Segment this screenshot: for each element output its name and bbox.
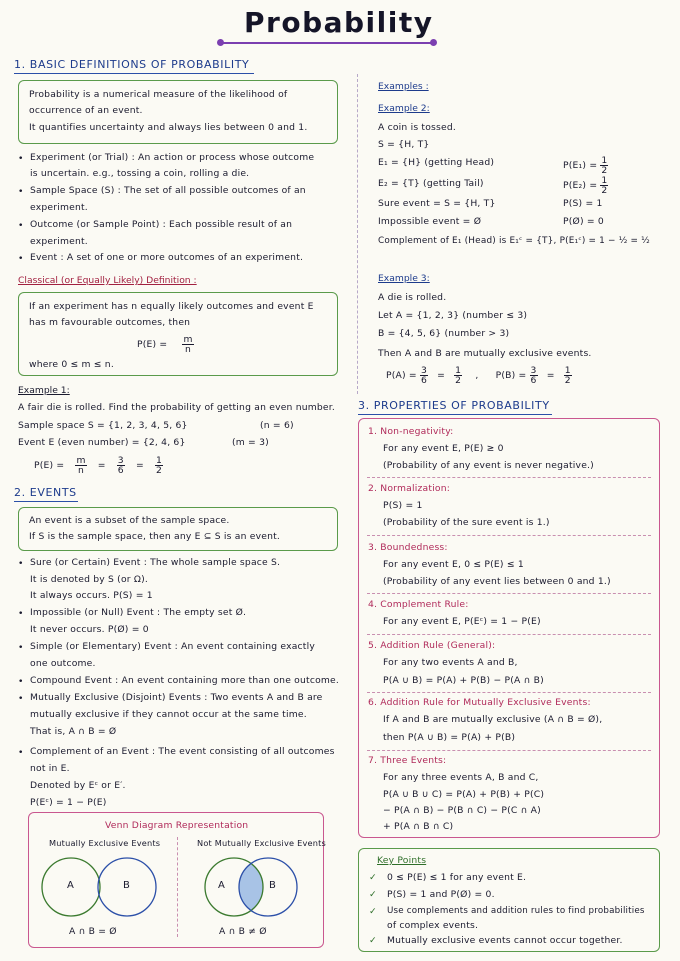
example3-probabilities (386, 366, 572, 385)
fraction-m-over-n (182, 335, 193, 354)
property-7-title: 7. Three Events: (368, 755, 447, 766)
key-point-2: P(S) = 1 and P(Ø) = 0. (387, 889, 495, 900)
definition-box (18, 80, 338, 144)
key-points-heading: Key Points (377, 855, 427, 866)
fraction-denominator: 6 (420, 375, 427, 387)
property-separator (367, 692, 651, 693)
bullet-dot: • (18, 220, 24, 231)
section2-underline (14, 501, 78, 502)
separator-comma: , (475, 370, 479, 382)
property-7-line-4: + P(A ∩ B ∩ C) (383, 821, 454, 832)
key-point-3-cont: of complex events. (387, 920, 479, 931)
fraction-1-over-2 (564, 366, 572, 385)
classical-line-2: has m favourable outcomes, then (29, 317, 191, 328)
example1-calc-lhs: P(E) = (34, 460, 65, 472)
property-separator (367, 477, 651, 478)
fraction-numerator: 1 (601, 175, 608, 186)
bullet-dot: • (18, 642, 24, 653)
event-def-line-1: An event is a subset of the sample space. (29, 515, 230, 526)
classical-formula-lhs: P(E) = (137, 339, 168, 351)
example2-e1: E₁ = {H} (getting Head) (378, 157, 495, 168)
bullet-dot: • (18, 186, 24, 197)
list-item-complement-cont: Denoted by Eᶜ or E′. (30, 780, 126, 791)
list-item-compound-event: Compound Event : An event containing more than one outcome. (30, 675, 340, 686)
fraction-denominator: 2 (155, 465, 163, 477)
example2-pe2 (563, 176, 608, 195)
property-7-line-3: − P(A ∩ B) − P(B ∩ C) − P(C ∩ A) (383, 805, 541, 816)
venn-left-label: Mutually Exclusive Events (49, 838, 161, 848)
list-item-sample-space-cont: experiment. (30, 202, 88, 213)
equals-sign: = (546, 370, 555, 382)
property-1-line-1: For any event E, P(E) ≥ 0 (383, 443, 504, 454)
list-item-mutually-exclusive-cont: That is, A ∩ B = Ø (30, 726, 117, 737)
example2-pe1-label: P(E₁) = (563, 160, 598, 172)
fraction-numerator: 1 (155, 455, 163, 466)
classical-where: where 0 ≤ m ≤ n. (29, 359, 114, 370)
page-title: Probability (244, 6, 434, 39)
title-underline (220, 42, 434, 44)
example3-pa-label: P(A) = (386, 370, 417, 382)
property-5-line-1: For any two events A and B, (383, 657, 518, 668)
property-4-line-1: For any event E, P(Eᶜ) = 1 − P(E) (383, 616, 541, 627)
property-separator (367, 593, 651, 594)
property-5-line-2: P(A ∪ B) = P(A) + P(B) − P(A ∩ B) (383, 675, 544, 686)
list-item-sure-event-cont: It is denoted by S (or Ω). (30, 574, 148, 585)
example1-event: Event E (even number) = {2, 4, 6} (18, 437, 186, 448)
list-item-simple-event: Simple (or Elementary) Event : An event containing exactly (30, 641, 315, 652)
property-7-line-1: For any three events A, B and C, (383, 772, 539, 783)
equals-sign: = (97, 460, 106, 472)
venn-label-b: B (123, 880, 130, 891)
definition-line-2: occurrence of an event. (29, 105, 143, 116)
classical-formula (137, 335, 194, 354)
venn-right-label: Not Mutually Exclusive Events (197, 838, 326, 848)
fraction-3-over-6 (420, 366, 428, 385)
example2-statement: A coin is tossed. (378, 122, 457, 133)
list-item-simple-event-cont: one outcome. (30, 658, 96, 669)
section2-heading: 2. EVENTS (14, 486, 77, 499)
example2-sure-prob: P(S) = 1 (563, 198, 603, 209)
fraction-3-over-6 (530, 366, 538, 385)
example2-heading: Example 2: (378, 103, 430, 114)
example1-m: (m = 3) (232, 437, 269, 448)
list-item-sure-event: Sure (or Certain) Event : The whole sample space S. (30, 557, 281, 568)
fraction-denominator: 2 (455, 375, 462, 387)
example2-impossible-prob: P(Ø) = 0 (563, 216, 604, 227)
property-6-line-2: then P(A ∪ B) = P(A) + P(B) (383, 732, 516, 743)
fraction-numerator: 3 (117, 455, 124, 466)
fraction-1-over-2 (600, 156, 608, 175)
check-icon: ✓ (369, 935, 377, 946)
property-1-line-2: (Probability of any event is never negative.) (383, 460, 594, 471)
example2-sample-space: S = {H, T} (378, 139, 430, 150)
title-underline-dot-left (217, 39, 224, 46)
venn-label-b: B (269, 880, 276, 891)
example2-complement: Complement of E₁ (Head) is E₁ᶜ = {T}, P(E₁ᶜ) = 1 − ½ = ½ (378, 236, 650, 246)
fraction-denominator: 2 (601, 165, 608, 177)
equals-sign: = (135, 460, 144, 472)
event-definition-box (18, 507, 338, 551)
key-point-4: Mutually exclusive events cannot occur together. (387, 935, 623, 946)
fraction-numerator: m (76, 455, 86, 466)
list-item-mutually-exclusive-cont: mutually exclusive if they cannot occur at the same time. (30, 709, 307, 720)
property-6-line-1: If A and B are mutually exclusive (A ∩ B = Ø), (383, 714, 603, 725)
properties-box (358, 418, 660, 838)
bullet-dot: • (18, 253, 24, 264)
list-item-event: Event : A set of one or more outcomes of an experiment. (30, 252, 304, 263)
list-item-complement-cont: P(Eᶜ) = 1 − P(E) (30, 797, 107, 808)
section3-heading: 3. PROPERTIES OF PROBABILITY (358, 399, 550, 412)
section1-heading: 1. BASIC DEFINITIONS OF PROBABILITY (14, 58, 250, 71)
venn-label-a: A (218, 880, 225, 891)
fraction-numerator: 1 (455, 365, 462, 376)
fraction-numerator: 3 (420, 365, 427, 376)
fraction-1-over-2 (155, 456, 163, 475)
fraction-1-over-2 (600, 176, 608, 195)
example3-heading: Example 3: (378, 273, 430, 284)
bullet-dot: • (18, 747, 24, 758)
key-points-box (358, 848, 660, 952)
fraction-numerator: 1 (564, 365, 571, 376)
key-point-3: Use complements and addition rules to find probabilities (387, 906, 645, 916)
fraction-denominator: 6 (530, 375, 537, 387)
fraction-m-over-n (75, 456, 86, 475)
example2-impossible-event: Impossible event = Ø (378, 216, 482, 227)
list-item-sample-space: Sample Space (S) : The set of all possible outcomes of an (30, 185, 306, 196)
example1-n: (n = 6) (260, 420, 294, 431)
equals-sign: = (437, 370, 446, 382)
example3-statement: A die is rolled. (378, 292, 447, 303)
title-underline-dot-right (430, 39, 437, 46)
venn-diagram-box (28, 812, 324, 948)
fraction-denominator: 2 (564, 375, 571, 387)
list-item-experiment-cont: is uncertain. e.g., tossing a coin, rolling a die. (30, 168, 250, 179)
example2-sure-event: Sure event = S = {H, T} (378, 198, 496, 209)
definition-line-3: It quantifies uncertainty and always lies between 0 and 1. (29, 122, 308, 133)
list-item-experiment: Experiment (or Trial) : An action or process whose outcome (30, 152, 315, 163)
fraction-denominator: 6 (117, 465, 124, 477)
example1-sample-space: Sample space S = {1, 2, 3, 4, 5, 6} (18, 420, 188, 431)
list-item-impossible-event: Impossible (or Null) Event : The empty set Ø. (30, 607, 247, 618)
property-3-line-2: (Probability of any event lies between 0 and 1.) (383, 576, 611, 587)
bullet-dot: • (18, 153, 24, 164)
examples-heading: Examples : (378, 81, 429, 92)
property-separator (367, 535, 651, 536)
property-7-line-2: P(A ∪ B ∪ C) = P(A) + P(B) + P(C) (383, 789, 545, 800)
fraction-numerator: 1 (601, 155, 608, 166)
bullet-dot: • (18, 608, 24, 619)
example1-calculation (34, 456, 163, 475)
list-item-outcome-cont: experiment. (30, 236, 88, 247)
property-separator (367, 750, 651, 751)
bullet-dot: • (18, 558, 24, 569)
event-def-line-2: If S is the sample space, then any E ⊆ S is an event. (29, 531, 281, 542)
property-6-title: 6. Addition Rule for Mutually Exclusive Events: (368, 697, 591, 708)
fraction-denominator: n (78, 465, 85, 477)
bullet-dot: • (18, 676, 24, 687)
classical-line-1: If an experiment has n equally likely outcomes and event E (29, 301, 314, 312)
list-item-outcome: Outcome (or Sample Point) : Each possible result of an (30, 219, 293, 230)
venn-label-a: A (67, 880, 74, 891)
venn-title: Venn Diagram Representation (105, 820, 249, 831)
property-1-title: 1. Non-negativity: (368, 426, 454, 437)
property-3-title: 3. Boundedness: (368, 542, 448, 553)
property-2-line-1: P(S) = 1 (383, 500, 423, 511)
example1-heading: Example 1: (18, 385, 70, 396)
example3-conclusion: Then A and B are mutually exclusive events. (378, 348, 592, 359)
list-item-mutually-exclusive: Mutually Exclusive (Disjoint) Events : Two events A and B are (30, 692, 323, 703)
list-item-sure-event-cont: It always occurs. P(S) = 1 (30, 590, 153, 601)
list-item-complement: Complement of an Event : The event consisting of all outcomes (30, 746, 335, 757)
example2-pe1 (563, 156, 608, 175)
venn-intersection-fill (239, 864, 262, 910)
venn-left-caption: A ∩ B = Ø (69, 926, 117, 937)
property-2-title: 2. Normalization: (368, 483, 451, 494)
fraction-3-over-6 (117, 456, 125, 475)
bullet-dot: • (18, 693, 24, 704)
list-item-impossible-event-cont: It never occurs. P(Ø) = 0 (30, 624, 149, 635)
fraction-denominator: n (185, 344, 192, 356)
fraction-1-over-2 (454, 366, 462, 385)
key-point-1: 0 ≤ P(E) ≤ 1 for any event E. (387, 872, 527, 883)
example3-pb-label: P(B) = (495, 370, 527, 382)
list-item-complement-cont: not in E. (30, 763, 70, 774)
classical-heading: Classical (or Equally Likely) Definition : (18, 275, 197, 286)
property-3-line-1: For any event E, 0 ≤ P(E) ≤ 1 (383, 559, 524, 570)
example3-set-a: Let A = {1, 2, 3} (number ≤ 3) (378, 310, 528, 321)
example2-pe2-label: P(E₂) = (563, 180, 598, 192)
property-2-line-2: (Probability of the sure event is 1.) (383, 517, 550, 528)
fraction-numerator: m (183, 334, 193, 345)
property-separator (367, 634, 651, 635)
classical-box (18, 292, 338, 376)
property-5-title: 5. Addition Rule (General): (368, 640, 496, 651)
definition-line-1: Probability is a numerical measure of the likelihood of (29, 89, 288, 100)
check-icon: ✓ (369, 872, 377, 883)
column-divider (357, 74, 358, 394)
check-icon: ✓ (369, 889, 377, 900)
section1-underline (14, 73, 254, 74)
check-icon: ✓ (369, 906, 377, 917)
fraction-denominator: 2 (601, 185, 608, 197)
example3-set-b: B = {4, 5, 6} (number > 3) (378, 328, 510, 339)
example1-statement: A fair die is rolled. Find the probability of getting an even number. (18, 402, 336, 413)
property-4-title: 4. Complement Rule: (368, 599, 469, 610)
fraction-numerator: 3 (530, 365, 537, 376)
section3-underline (358, 414, 552, 415)
example2-e2: E₂ = {T} (getting Tail) (378, 178, 484, 189)
venn-right-caption: A ∩ B ≠ Ø (219, 926, 267, 937)
